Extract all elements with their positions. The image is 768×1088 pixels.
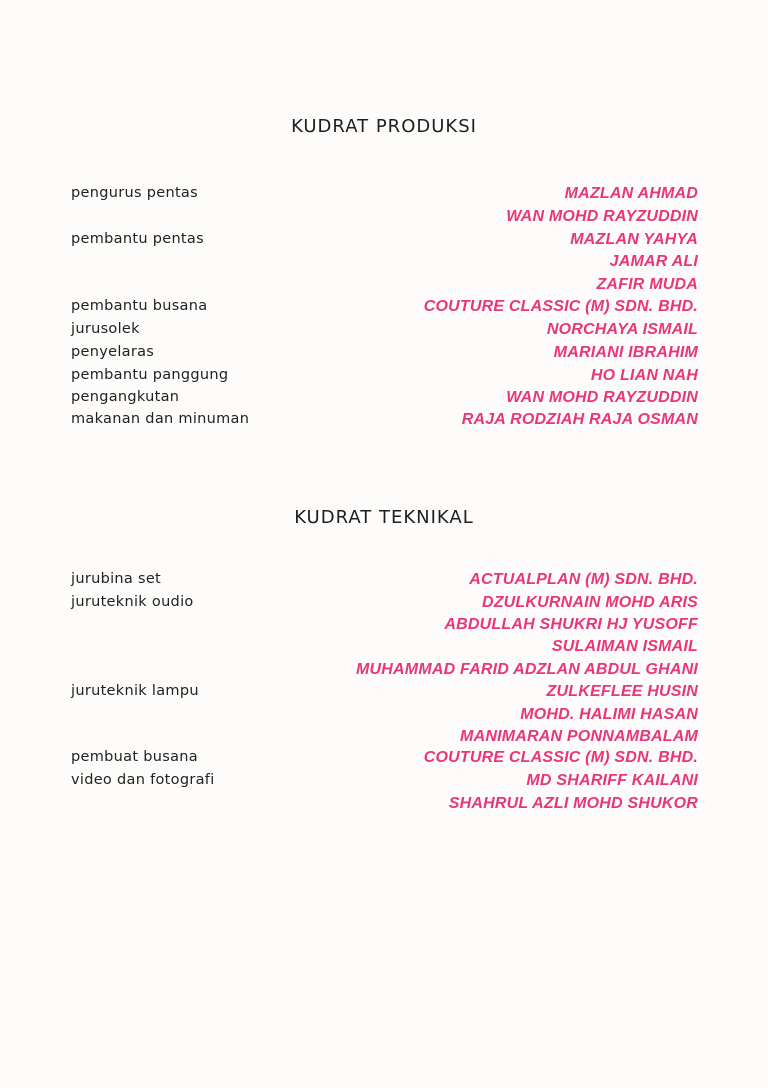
credit-row <box>0 706 768 728</box>
credit-role: juruteknik lampu <box>71 683 199 699</box>
credit-name: SULAIMAN ISMAIL <box>551 638 698 655</box>
credit-row <box>0 795 768 817</box>
credit-row <box>0 683 768 705</box>
credit-row <box>0 594 768 616</box>
credit-role: pembantu pentas <box>71 231 204 247</box>
credit-row <box>0 616 768 638</box>
credit-role: juruteknik oudio <box>71 594 194 610</box>
credit-role: pembantu panggung <box>71 367 229 383</box>
credit-role: pengangkutan <box>71 389 180 405</box>
credit-row <box>0 321 768 343</box>
credit-role: jurusolek <box>71 321 140 337</box>
credit-row <box>0 638 768 660</box>
credit-name: RAJA RODZIAH RAJA OSMAN <box>461 411 698 428</box>
credit-row <box>0 208 768 230</box>
credit-name: ACTUALPLAN (M) SDN. BHD. <box>469 571 698 588</box>
teknikal-heading: KUDRAT TEKNIKAL <box>294 507 474 528</box>
credit-name: MAZLAN AHMAD <box>564 185 698 202</box>
credit-name: ABDULLAH SHUKRI HJ YUSOFF <box>444 616 698 633</box>
credit-row <box>0 749 768 771</box>
credit-name: MUHAMMAD FARID ADZLAN ABDUL GHANI <box>356 661 698 678</box>
credit-name: WAN MOHD RAYZUDDIN <box>506 208 698 225</box>
credit-role: video dan fotografi <box>71 772 215 788</box>
credit-row <box>0 728 768 750</box>
credit-row <box>0 661 768 683</box>
credit-row <box>0 344 768 366</box>
credit-role: pembantu busana <box>71 298 208 314</box>
credit-row <box>0 389 768 411</box>
credit-name: MARIANI IBRAHIM <box>553 344 698 361</box>
credit-name: MD SHARIFF KAILANI <box>526 772 698 789</box>
credit-row <box>0 253 768 275</box>
credit-row <box>0 411 768 433</box>
credit-row <box>0 276 768 298</box>
credit-role: jurubina set <box>71 571 162 587</box>
credit-role: penyelaras <box>71 344 155 360</box>
credit-name: JAMAR ALI <box>609 253 698 270</box>
credit-row <box>0 772 768 794</box>
credit-name: SHAHRUL AZLI MOHD SHUKOR <box>448 795 698 812</box>
credit-name: ZULKEFLEE HUSIN <box>546 683 698 700</box>
produksi-heading: KUDRAT PRODUKSI <box>291 116 477 137</box>
credit-role: makanan dan minuman <box>71 411 250 427</box>
credit-name: COUTURE CLASSIC (M) SDN. BHD. <box>423 749 698 766</box>
credit-name: MANIMARAN PONNAMBALAM <box>460 728 698 745</box>
credit-name: COUTURE CLASSIC (M) SDN. BHD. <box>423 298 698 315</box>
credit-row <box>0 298 768 320</box>
credit-name: NORCHAYA ISMAIL <box>546 321 698 338</box>
credit-row <box>0 571 768 593</box>
credit-row <box>0 231 768 253</box>
credit-name: WAN MOHD RAYZUDDIN <box>506 389 698 406</box>
credit-role: pembuat busana <box>71 749 198 765</box>
credit-name: HO LIAN NAH <box>590 367 698 384</box>
credit-row <box>0 185 768 207</box>
credit-name: ZAFIR MUDA <box>596 276 698 293</box>
credit-name: MOHD. HALIMI HASAN <box>520 706 698 723</box>
credit-role: pengurus pentas <box>71 185 198 201</box>
credit-name: MAZLAN YAHYA <box>570 231 698 248</box>
credit-row <box>0 367 768 389</box>
credit-name: DZULKURNAIN MOHD ARIS <box>481 594 698 611</box>
